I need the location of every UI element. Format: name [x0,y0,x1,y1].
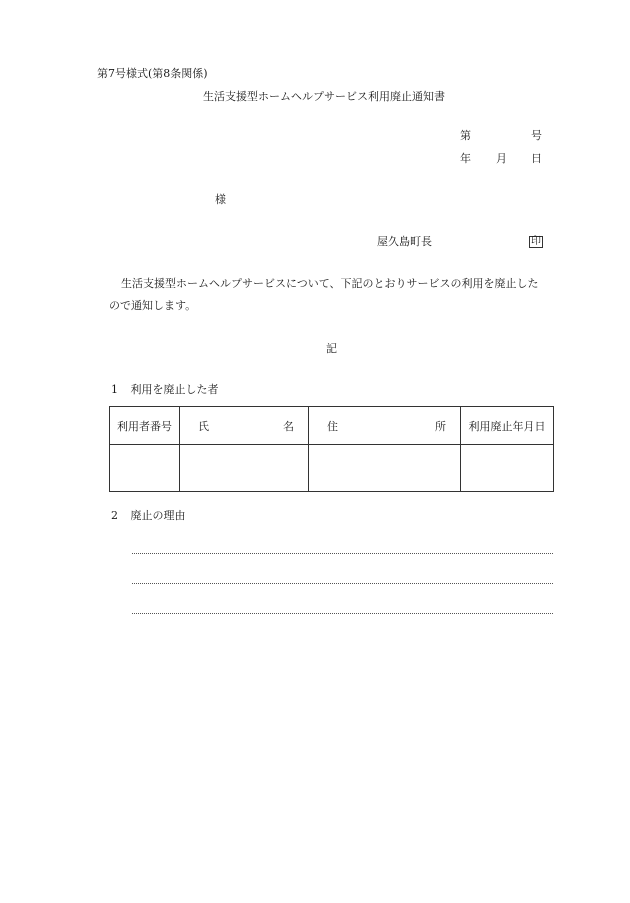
header-address-part-1: 住 [327,419,338,433]
doc-number-suffix: 号 [531,129,542,142]
header-name [180,407,309,445]
seal-mark: 印 [531,236,541,247]
header-end-date: 利用廃止年月日 [461,407,554,445]
section-1-label: 利用を廃止した者 [130,383,219,396]
reason-line-2 [132,583,553,584]
table-header-row [110,407,554,445]
header-name-part-1: 氏 [198,419,209,433]
issuer-name: 屋久島町長 [377,235,432,248]
reason-line-3 [132,613,553,614]
date-year: 年 [460,152,471,165]
ki-heading: 記 [326,342,337,355]
form-label: 第7号様式(第8条関係) [97,67,208,80]
cell-address [309,445,461,492]
section-1-heading [111,384,219,395]
addressee-suffix: 様 [215,193,226,206]
section-2-heading [111,510,186,521]
date-day: 日 [531,152,542,165]
date-month: 月 [496,152,507,165]
records-table [109,406,554,492]
header-name-part-2: 名 [283,419,294,433]
cell-end-date [461,445,554,492]
header-address-part-2: 所 [435,419,446,433]
section-1-number: 1 [111,383,118,396]
section-2-label: 廃止の理由 [130,509,186,522]
reason-line-1 [132,553,553,554]
body-text-line-2: ので通知します。 [109,299,197,312]
section-2-number: 2 [111,509,118,522]
document-title: 生活支援型ホームヘルプサービス利用廃止通知書 [203,90,445,103]
body-text-line-1: 生活支援型ホームヘルプサービスについて、下記のとおりサービスの利用を廃止した [121,277,539,290]
table-row [110,445,554,492]
header-user-number: 利用者番号 [110,407,180,445]
cell-user-number [110,445,180,492]
header-address [309,407,461,445]
cell-name [180,445,309,492]
doc-number-prefix: 第 [460,129,471,142]
